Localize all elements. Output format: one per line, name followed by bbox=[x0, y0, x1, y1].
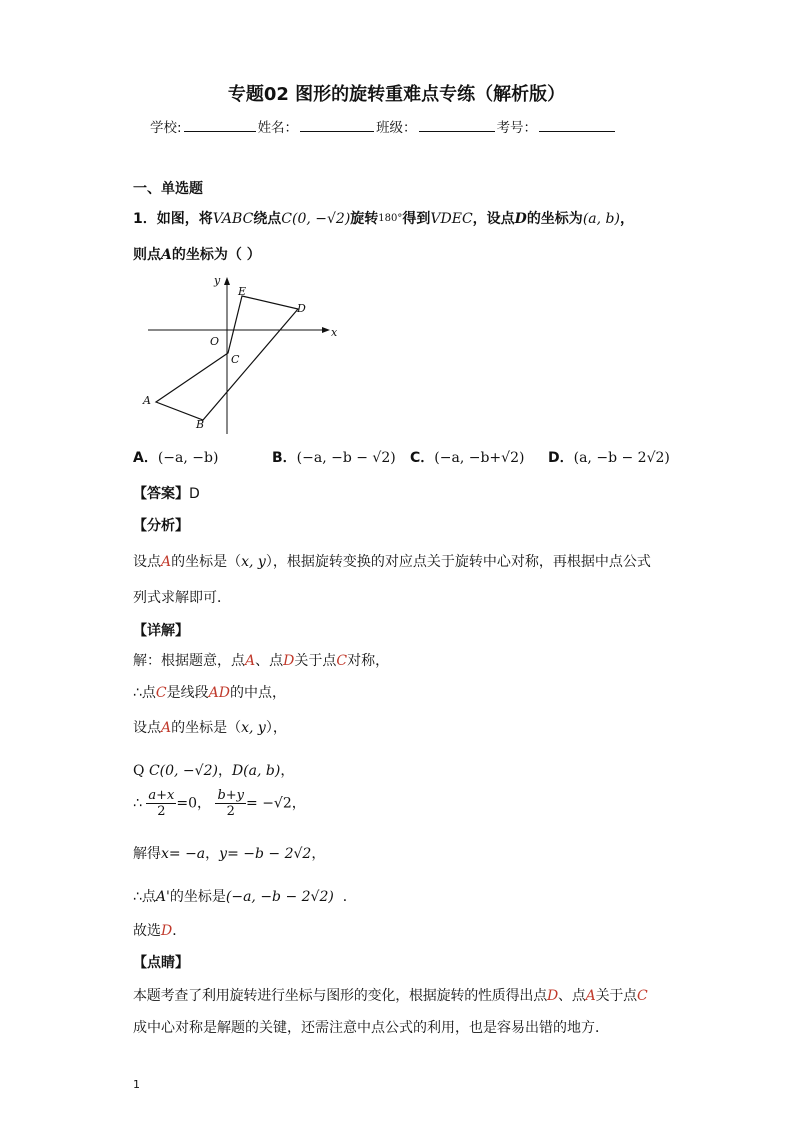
answer-label: 【答案】 bbox=[133, 486, 189, 502]
exam-number-label: 考号： bbox=[496, 120, 538, 136]
detail-text: 解得 bbox=[133, 846, 161, 862]
comment-line-2: 成中心对称是解题的关键，还需注意中点公式的利用，也是容易出错的地方． bbox=[133, 1020, 609, 1036]
equation-rhs: = −√2 bbox=[246, 795, 292, 812]
label-x: x bbox=[331, 326, 338, 339]
point-a: A bbox=[161, 720, 172, 736]
detail-text: 的中点， bbox=[229, 685, 286, 701]
comment-label: 【点睛】 bbox=[133, 955, 189, 971]
equation-rhs: =0 bbox=[176, 795, 197, 812]
detail-line-5 bbox=[133, 788, 306, 819]
detail-text: 的坐标是 bbox=[169, 889, 226, 905]
label-e: E bbox=[238, 285, 247, 298]
detail-text: ）， bbox=[265, 720, 287, 736]
point-d: D bbox=[514, 211, 527, 227]
analysis-text: 设点 bbox=[133, 554, 161, 570]
name-label: 姓名： bbox=[257, 120, 299, 136]
comment-text: 本题考查了利用旋转进行坐标与图形的变化，根据旋转的性质得出点 bbox=[133, 988, 547, 1004]
detail-text: 的坐标是（ bbox=[171, 720, 242, 736]
analysis-label: 【分析】 bbox=[133, 518, 189, 534]
option-letter: D． bbox=[548, 450, 574, 466]
point-a: A bbox=[161, 554, 172, 570]
school-blank bbox=[184, 119, 256, 132]
detail-text: 故选 bbox=[133, 923, 161, 939]
option-letter: B． bbox=[272, 450, 297, 466]
label-b: B bbox=[196, 418, 205, 431]
label-d: D bbox=[297, 302, 306, 315]
detail-line-4 bbox=[133, 760, 294, 780]
fraction-2 bbox=[215, 788, 246, 819]
coordinate-xy: x, y bbox=[241, 720, 266, 736]
class-label: 班级： bbox=[376, 120, 417, 136]
option-value: (−a, −b+√2) bbox=[434, 450, 525, 466]
detail-text: 是线段 bbox=[166, 685, 209, 701]
triangle-dec: VDEC bbox=[430, 211, 473, 227]
numerator: b+y bbox=[217, 788, 245, 803]
question-text: 则点 bbox=[133, 247, 161, 263]
question-text: 绕点 bbox=[253, 211, 282, 227]
point-a: A bbox=[585, 988, 596, 1004]
point-c: C bbox=[336, 653, 348, 669]
option-value: (−a, −b − √2) bbox=[296, 450, 396, 466]
detail-text: 对称， bbox=[347, 653, 390, 669]
detail-text: 解：根据题意，点 bbox=[133, 653, 245, 669]
fraction-1 bbox=[146, 788, 176, 819]
point-a: A bbox=[161, 247, 172, 263]
detail-text: ， bbox=[205, 846, 220, 862]
coordinate-xy: x, y bbox=[241, 554, 266, 570]
detail-text: ， bbox=[291, 795, 306, 812]
class-blank bbox=[419, 119, 495, 132]
student-info-line bbox=[150, 116, 617, 136]
detail-label: 【详解】 bbox=[133, 623, 189, 639]
question-text: 的坐标为（ ） bbox=[171, 247, 261, 263]
x-axis-arrow-icon bbox=[322, 327, 330, 333]
question-number: 1． bbox=[133, 211, 157, 227]
question-line-2 bbox=[133, 244, 261, 264]
option-b[interactable] bbox=[272, 447, 396, 467]
analysis-text: ），根据旋转变换的对应点关于旋转中心对称，再根据中点公式 bbox=[265, 554, 651, 570]
detail-text: 设点 bbox=[133, 720, 161, 736]
exam-number-blank bbox=[539, 119, 615, 132]
denominator: 2 bbox=[157, 804, 166, 819]
result-coordinate: (−a, −b − 2√2) bbox=[225, 889, 334, 905]
detail-line-3 bbox=[133, 717, 287, 737]
school-label: 学校: bbox=[150, 120, 182, 136]
option-a[interactable] bbox=[133, 447, 218, 467]
point-a: A bbox=[245, 653, 256, 669]
detail-line-6 bbox=[133, 843, 325, 863]
analysis-text: 的坐标是（ bbox=[171, 554, 242, 570]
y-axis-arrow-icon bbox=[224, 277, 230, 285]
option-value: (a, −b − 2√2) bbox=[573, 450, 670, 466]
solution-x: x= −a bbox=[161, 846, 206, 862]
segment-ad: AD bbox=[208, 685, 230, 701]
rotation-angle: 180° bbox=[378, 213, 403, 224]
detail-text: ， bbox=[217, 763, 232, 779]
section-heading: 一、单选题 bbox=[133, 181, 203, 197]
page-title: 专题02 图形的旋转重难点专练（解析版） bbox=[227, 84, 566, 105]
coordinate-figure bbox=[140, 268, 345, 440]
analysis-line-2: 列式求解即可． bbox=[133, 590, 231, 606]
coordinate-ab: (a, b) bbox=[582, 211, 620, 227]
detail-text: ∴点 bbox=[133, 685, 156, 701]
chosen-option: D bbox=[161, 923, 173, 939]
detail-text: ， bbox=[311, 846, 326, 862]
question-line-1 bbox=[133, 208, 634, 228]
therefore-symbol: ∴ bbox=[133, 795, 142, 812]
option-value: (−a, −b) bbox=[157, 450, 219, 466]
option-d[interactable] bbox=[548, 447, 670, 467]
solution-y: y= −b − 2√2 bbox=[219, 846, 312, 862]
question-text: ，设点 bbox=[472, 211, 515, 227]
point-d: D bbox=[283, 653, 295, 669]
point-d: D bbox=[547, 988, 559, 1004]
answer-line bbox=[133, 483, 200, 503]
label-a: A bbox=[143, 394, 151, 407]
detail-line-7 bbox=[133, 886, 357, 906]
detail-line-8 bbox=[133, 920, 186, 940]
label-y: y bbox=[214, 274, 221, 287]
denominator: 2 bbox=[226, 804, 235, 819]
label-c: C bbox=[231, 353, 240, 366]
triangle-abc: VABC bbox=[212, 211, 254, 227]
option-letter: A． bbox=[133, 450, 158, 466]
rotation-center: C(0, −√2) bbox=[281, 211, 351, 227]
point-a-prime: A' bbox=[155, 889, 170, 905]
name-blank bbox=[300, 119, 374, 132]
answer-value: D bbox=[189, 486, 200, 502]
detail-text: ， bbox=[197, 795, 211, 812]
comment-line-1 bbox=[133, 985, 647, 1005]
numerator: a+x bbox=[148, 788, 175, 803]
analysis-line-1 bbox=[133, 551, 651, 571]
option-letter: C． bbox=[410, 450, 435, 466]
label-o: O bbox=[210, 335, 220, 348]
question-text: 旋转 bbox=[350, 211, 379, 227]
point-d-coord: D(a, b) bbox=[231, 763, 281, 779]
question-text: 的坐标为 bbox=[526, 211, 583, 227]
comment-text: 关于点 bbox=[595, 988, 637, 1004]
question-text: 得到 bbox=[402, 211, 431, 227]
page-number: 1 bbox=[133, 1078, 140, 1091]
detail-text: ． bbox=[342, 889, 357, 905]
point-c: C bbox=[155, 685, 167, 701]
detail-text: 、点 bbox=[255, 653, 284, 669]
question-text: ， bbox=[619, 211, 634, 227]
detail-text: ∴点 bbox=[133, 889, 156, 905]
detail-text: ， bbox=[280, 763, 295, 779]
because-symbol: Q bbox=[133, 763, 145, 779]
point-c-coord: C(0, −√2) bbox=[148, 763, 218, 779]
detail-line-2 bbox=[133, 682, 286, 702]
comment-text: 、点 bbox=[558, 988, 586, 1004]
point-c: C bbox=[636, 988, 648, 1004]
detail-text: ． bbox=[172, 923, 187, 939]
question-text: 如图，将 bbox=[156, 211, 213, 227]
option-c[interactable] bbox=[410, 447, 524, 467]
detail-line-1 bbox=[133, 650, 389, 670]
detail-text: 关于点 bbox=[294, 653, 337, 669]
